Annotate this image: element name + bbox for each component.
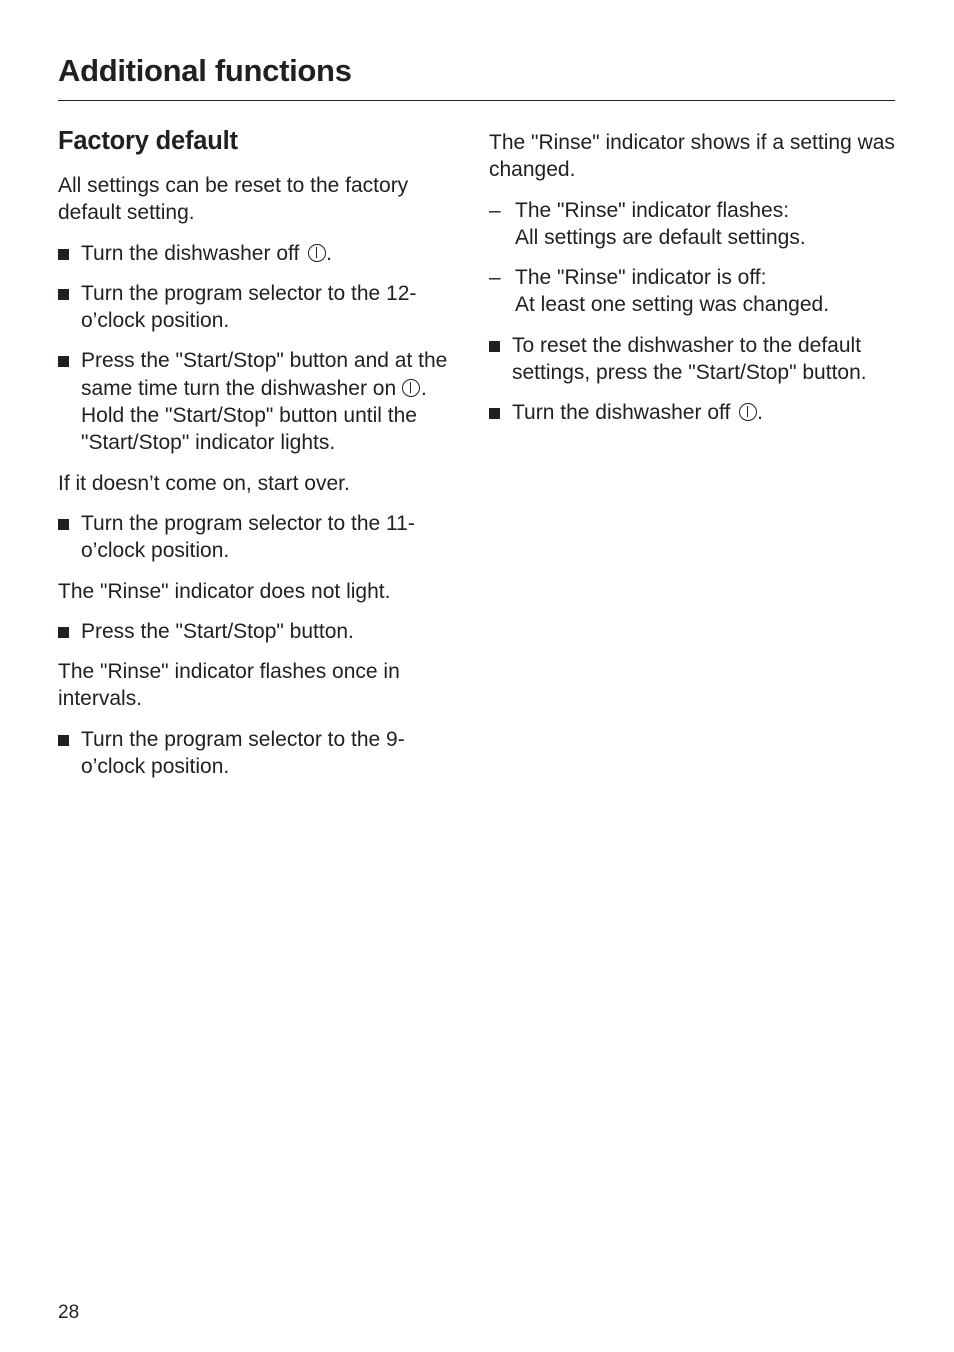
square-bullet-icon <box>58 519 69 530</box>
square-bullet-icon <box>58 735 69 746</box>
square-bullet-icon <box>58 249 69 260</box>
step-text: Turn the dishwasher off <box>512 401 731 425</box>
step-selector-12 <box>58 280 468 335</box>
dash-line1: The "Rinse" indicator flashes: <box>515 198 790 222</box>
dash-item-flashes <box>489 197 904 252</box>
dash-marker: – <box>489 198 501 222</box>
step-text: Turn the program selector to the 11-o’clock position. <box>81 511 415 563</box>
note-start-over: If it doesn’t come on, start over. <box>58 471 350 495</box>
square-bullet-icon <box>489 408 500 419</box>
step-reset-defaults <box>489 332 904 387</box>
intro-paragraph: All settings can be reset to the factory default setting. <box>58 174 409 225</box>
power-icon <box>739 403 757 421</box>
page-number: 28 <box>58 1302 80 1323</box>
page-title: Additional functions <box>58 53 352 88</box>
step-turn-off <box>58 240 468 267</box>
dash-line1: The "Rinse" indicator is off: <box>515 266 767 290</box>
square-bullet-icon <box>58 627 69 638</box>
step-press-start-stop <box>58 618 468 645</box>
note-rinse-flashes: The "Rinse" indicator flashes once in intervals. <box>58 660 400 711</box>
dash-line2: At least one setting was changed. <box>515 293 830 317</box>
dash-marker: – <box>489 266 501 290</box>
step-text-cont: . Hold the "Start/Stop" button until the "Start/Stop" indicator lights. <box>81 376 427 455</box>
square-bullet-icon <box>58 356 69 367</box>
step-turn-off-final <box>489 399 904 426</box>
power-icon <box>308 244 326 262</box>
step-text-end: . <box>326 241 332 265</box>
section-heading-factory-default: Factory default <box>58 127 238 155</box>
step-selector-9 <box>58 726 468 781</box>
dash-line2: All settings are default settings. <box>515 225 806 249</box>
rinse-indicator-intro: The "Rinse" indicator shows if a setting was changed. <box>489 131 895 182</box>
step-text-end: . <box>757 401 763 425</box>
step-text: Turn the dishwasher off <box>81 241 300 265</box>
square-bullet-icon <box>489 341 500 352</box>
step-text: To reset the dishwasher to the default settings, press the "Start/Stop" button. <box>512 333 867 385</box>
right-column <box>489 129 904 440</box>
step-text: Turn the program selector to the 12-o’clock position. <box>81 281 417 333</box>
title-divider <box>58 100 895 101</box>
step-press-start-stop-and-turn-on <box>58 347 468 456</box>
note-rinse-not-lit: The "Rinse" indicator does not light. <box>58 579 391 603</box>
square-bullet-icon <box>58 289 69 300</box>
step-text: Turn the program selector to the 9-o’clock position. <box>81 727 405 779</box>
step-selector-11 <box>58 510 468 565</box>
power-icon <box>402 379 420 397</box>
step-text: Press the "Start/Stop" button and at the same time turn the dishwasher on <box>81 349 448 400</box>
dash-item-off <box>489 264 904 319</box>
left-column <box>58 122 468 793</box>
step-text: Press the "Start/Stop" button. <box>81 619 354 643</box>
